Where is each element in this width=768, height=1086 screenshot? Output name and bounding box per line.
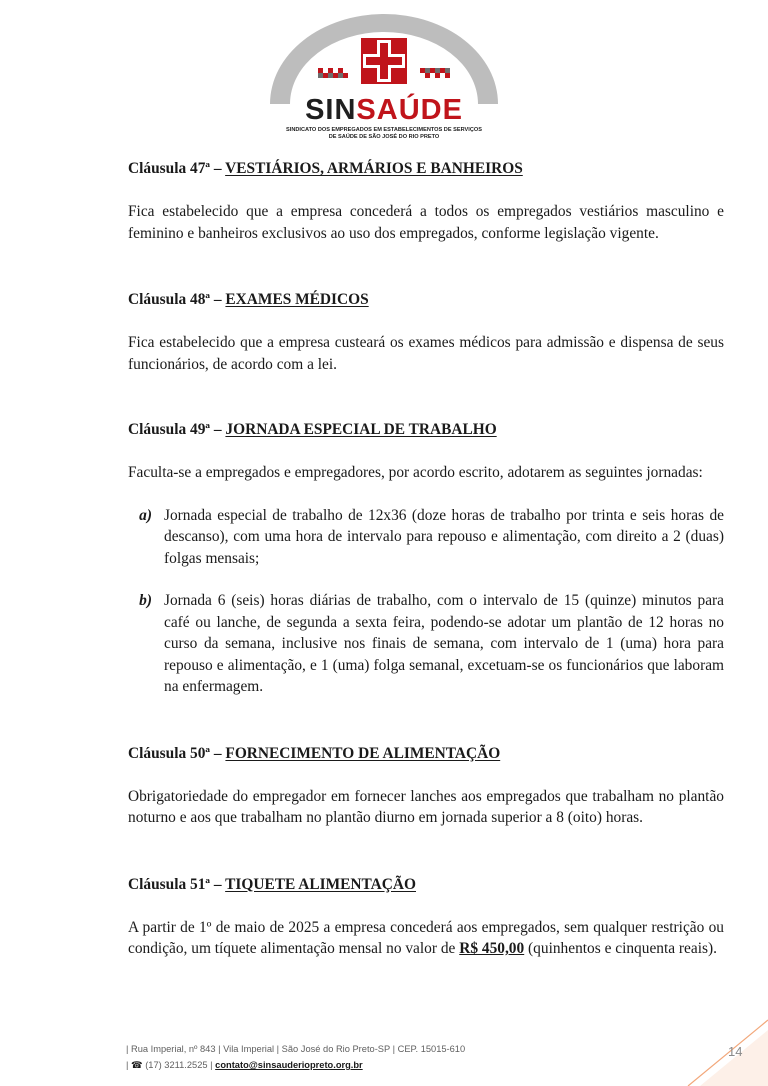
clause-51 — [128, 874, 724, 960]
list-item — [128, 590, 724, 698]
list-marker: b) — [139, 592, 152, 609]
footer-separator: | — [126, 1060, 129, 1070]
clause-heading — [128, 874, 724, 896]
clause-number: Cláusula 50ª – — [128, 744, 226, 762]
clause-title: VESTIÁRIOS, ARMÁRIOS E BANHEIROS — [225, 160, 523, 177]
clause-title: EXAMES MÉDICOS — [225, 291, 369, 308]
footer-phone: (17) 3211.2525 | — [142, 1060, 213, 1070]
clause-text-after: (quinhentos e cinquenta reais). — [524, 940, 717, 957]
clause-47 — [128, 158, 724, 244]
clause-number: Cláusula 47ª – — [128, 160, 226, 177]
page-footer — [126, 1041, 465, 1073]
logo-saude: SAÚDE — [356, 94, 463, 126]
clause-48 — [128, 289, 724, 375]
logo-tagline — [264, 127, 504, 141]
list-marker: a) — [139, 506, 152, 524]
clause-title: FORNECIMENTO DE ALIMENTAÇÃO — [225, 744, 501, 762]
document-body — [128, 158, 724, 960]
tagline-line-1: SINDICATO DOS EMPREGADOS EM ESTABELECIMENTOS DE SERVIÇOS — [286, 127, 482, 133]
clause-text: Faculta-se a empregados e empregadores, por acordo escrito, adotarem as seguintes jornadas: — [128, 464, 703, 481]
clause-title: JORNADA ESPECIAL DE TRABALHO — [225, 421, 497, 438]
amount-value: R$ 450,00 — [459, 940, 525, 957]
clause-number: Cláusula 49ª – — [128, 421, 226, 438]
clause-heading — [128, 158, 724, 180]
clause-title: TIQUETE ALIMENTAÇÃO — [225, 875, 416, 893]
phone-icon: ☎ — [131, 1060, 143, 1070]
sinsaude-logo — [264, 8, 504, 140]
clause-heading — [128, 289, 724, 311]
list-item-text: Jornada 6 (seis) horas diárias de trabalho, com o intervalo de 15 (quinze) minutos para café ou lanche, de segunda a sexta feira, podendo-se adotar um plantão de 12 horas no curso da semana, inclusive nos finais de semana, com intervalo de 1 (uma) hora para repouso e alimentação, e 1 (uma) folga semanal, excetuam-se os funcionários que laboram na enfermagem. — [164, 592, 724, 695]
clause-heading — [128, 419, 724, 441]
clause-50 — [128, 743, 724, 829]
clause-text-before: A partir de 1º de maio de 2025 a empresa concederá aos empregados, sem qualquer restrição ou condição, um tíquete alimentação mensal no valor de — [128, 918, 724, 957]
clause-49 — [128, 419, 724, 698]
clause-text: Obrigatoriedade do empregador em fornecer lanches aos empregados que trabalham no plantão noturno e aos que trabalham no plantão diurno em jornada superior a 8 (oito) horas. — [128, 787, 724, 826]
list-item — [128, 505, 724, 570]
clause-number: Cláusula 51ª – — [128, 875, 226, 893]
page-number: 14 — [728, 1044, 743, 1059]
footer-contact — [126, 1057, 465, 1073]
tagline-line-2: DE SAÚDE DE SÃO JOSÉ DO RIO PRETO — [328, 134, 440, 140]
logo-sin: SIN — [305, 94, 357, 126]
logo-wordmark — [264, 96, 504, 125]
clause-text: Fica estabelecido que a empresa custeará os exames médicos para admissão e dispensa de seus funcionários, de acordo com a lei. — [128, 334, 724, 373]
clause-text: Fica estabelecido que a empresa concederá a todos os empregados vestiários masculino e feminino e banheiros exclusivos ao uso dos empregados, conforme legislação vigente. — [128, 203, 724, 242]
clause-text — [128, 917, 724, 960]
footer-email-link[interactable]: contato@sinsauderiopreto.org.br — [215, 1060, 363, 1070]
clause-heading — [128, 743, 724, 765]
list-item-text: Jornada especial de trabalho de 12x36 (doze horas de trabalho por trinta e seis horas de descanso), com uma hora de intervalo para repouso e alimentação, com direito a 2 (duas) folgas mensais; — [164, 506, 724, 567]
footer-address: | Rua Imperial, nº 843 | Vila Imperial | São José do Rio Preto-SP | CEP. 15015-610 — [126, 1044, 466, 1054]
cross-icon — [361, 38, 407, 84]
clause-number: Cláusula 48ª – — [128, 291, 226, 308]
